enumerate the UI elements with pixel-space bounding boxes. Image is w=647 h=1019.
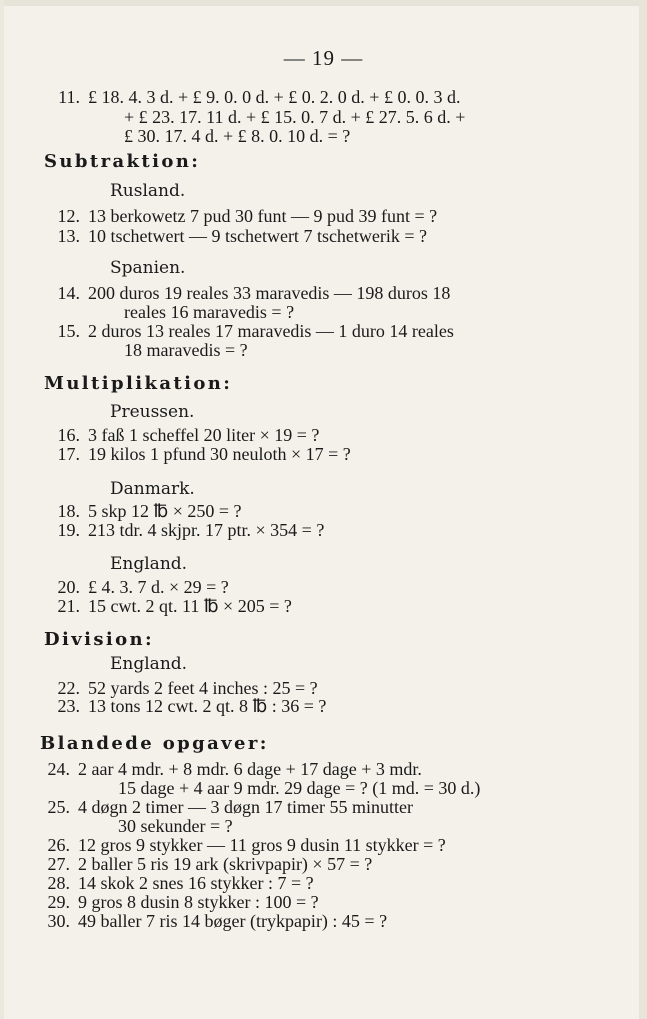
problem-text: 213 tdr. 4 skjpr. 17 ptr. × 354 = ? <box>88 520 325 540</box>
problem-text: 13 berkowetz 7 pud 30 funt — 9 pud 39 funt = ? <box>88 206 438 226</box>
problem-text: 200 duros 19 reales 33 maravedis — 198 duros 18 <box>88 283 451 303</box>
country-preussen: Preussen. <box>110 402 195 422</box>
problem-14-line-2: reales 16 maravedis = ? <box>124 302 295 322</box>
heading-multiplikation: Multiplikation: <box>44 373 233 394</box>
problem-text: 2 baller 5 ris 19 ark (skrivpapir) × 57 = ? <box>78 854 373 874</box>
problem-number: 15. <box>57 321 80 341</box>
problem-number: 24. <box>47 759 70 779</box>
problem-text: £ 4. 3. 7 d. × 29 = ? <box>88 577 229 597</box>
problem-text: 9 gros 8 dusin 8 stykker : 100 = ? <box>78 892 319 912</box>
problem-number: 30. <box>47 911 70 931</box>
problem-number: 14. <box>57 283 80 303</box>
problem-number: 22. <box>57 678 80 698</box>
problem-15-line-2: 18 maravedis = ? <box>124 340 248 360</box>
problem-text: 4 døgn 2 timer — 3 døgn 17 timer 55 minutter <box>78 797 413 817</box>
problem-number: 17. <box>57 444 80 464</box>
problem-text: 12 gros 9 stykker — 11 gros 9 dusin 11 stykker = ? <box>78 835 446 855</box>
problem-number: 27. <box>47 854 70 874</box>
problem-25-line-2: 30 sekunder = ? <box>118 816 233 836</box>
heading-division: Division: <box>44 629 155 650</box>
problem-text: 19 kilos 1 pfund 30 neuloth × 17 = ? <box>88 444 351 464</box>
problem-text: 5 skp 12 ℔ × 250 = ? <box>88 501 242 521</box>
problem-number: 23. <box>57 696 80 716</box>
problem-text: 52 yards 2 feet 4 inches : 25 = ? <box>88 678 318 698</box>
problem-text: 3 faß 1 scheffel 20 liter × 19 = ? <box>88 425 320 445</box>
problem-number: 13. <box>57 226 80 246</box>
problem-text: 13 tons 12 cwt. 2 qt. 8 ℔ : 36 = ? <box>88 696 327 716</box>
problem-text: 49 baller 7 ris 14 bøger (trykpapir) : 45 = ? <box>78 911 388 931</box>
country-danmark: Danmark. <box>110 479 195 499</box>
heading-subtraktion: Subtraktion: <box>44 151 201 172</box>
problem-number: 16. <box>57 425 80 445</box>
problem-number: 21. <box>57 596 80 616</box>
problem-text: 14 skok 2 snes 16 stykker : 7 = ? <box>78 873 314 893</box>
country-spanien: Spanien. <box>110 258 186 278</box>
problem-number: 11. <box>58 87 80 107</box>
problem-text: 2 duros 13 reales 17 maravedis — 1 duro 14 reales <box>88 321 454 341</box>
page-edge-right <box>639 0 647 1019</box>
problem-text: 10 tschetwert — 9 tschetwert 7 tschetwerik = ? <box>88 226 428 246</box>
country-england-mult: England. <box>110 554 188 574</box>
problem-text: £ 18. 4. 3 d. + £ 9. 0. 0 d. + £ 0. 2. 0 d. + £ 0. 0. 3 d. <box>88 87 461 107</box>
problem-text: 2 aar 4 mdr. + 8 mdr. 6 dage + 17 dage + 3 mdr. <box>78 759 422 779</box>
problem-number: 12. <box>57 206 80 226</box>
page-number: — 19 — <box>283 46 364 70</box>
country-rusland: Rusland. <box>110 181 186 201</box>
country-england-div: England. <box>110 654 188 674</box>
problem-number: 29. <box>47 892 70 912</box>
page-edge-top <box>0 0 647 6</box>
problem-24-line-2: 15 dage + 4 aar 9 mdr. 29 dage = ? (1 md. = 30 d.) <box>118 778 481 798</box>
problem-number: 28. <box>47 873 70 893</box>
problem-11-line-3: £ 30. 17. 4 d. + £ 8. 0. 10 d. = ? <box>124 126 351 146</box>
problem-number: 18. <box>57 501 80 521</box>
problem-number: 26. <box>47 835 70 855</box>
problem-11-line-2: + £ 23. 17. 11 d. + £ 15. 0. 7 d. + £ 27. 5. 6 d. + <box>124 107 466 127</box>
page-edge-left <box>0 0 4 1019</box>
problem-number: 20. <box>57 577 80 597</box>
problem-text: 15 cwt. 2 qt. 11 ℔ × 205 = ? <box>88 596 292 616</box>
heading-blandede-opgaver: Blandede opgaver: <box>40 733 269 754</box>
problem-number: 25. <box>47 797 70 817</box>
problem-number: 19. <box>57 520 80 540</box>
